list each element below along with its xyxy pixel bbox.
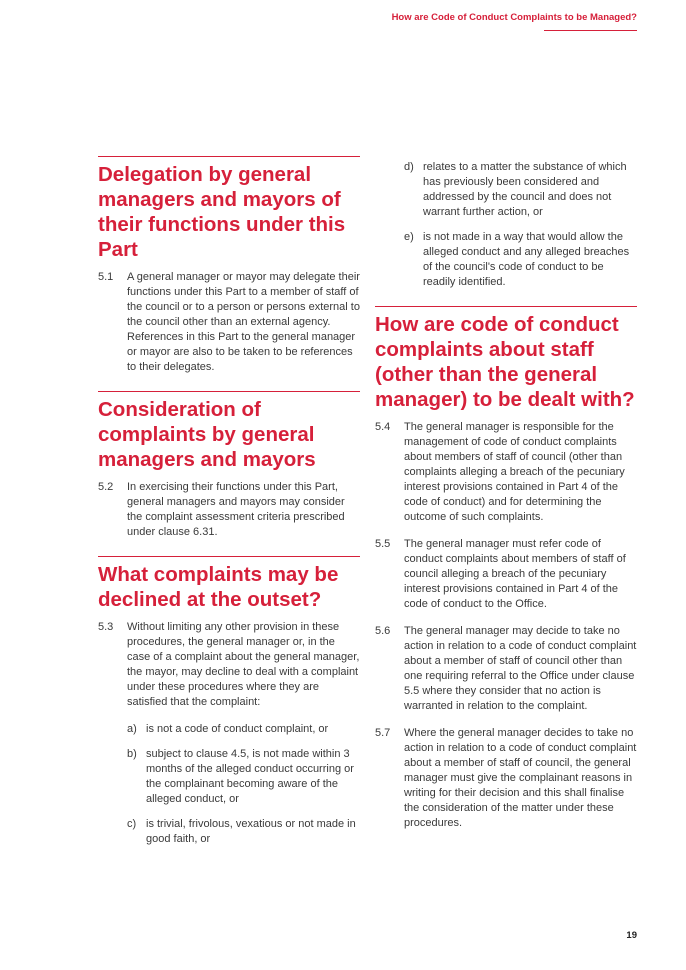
clause-text: The general manager may decide to take no action in relation to a code of conduct complaint about a member of staff of council other than one requiring referral to the Office under clause 5.5 where they consider that no action is warranted in relation to the complaint.: [404, 625, 637, 712]
clause-5-1: [98, 270, 360, 375]
clause-5-2: [98, 480, 360, 540]
section-heading-staff-complaints: How are code of conduct complaints about staff (other than the general manager) to be dealt with?: [375, 313, 635, 411]
clause-number: 5.1: [98, 271, 114, 283]
clause-text: In exercising their functions under this Part, general managers and mayors may consider the complaint assessment criteria prescribed under clause 6.31.: [127, 481, 345, 538]
list-letter: e): [404, 231, 414, 243]
clause-5-5: [375, 537, 637, 612]
clause-text: The general manager must refer code of conduct complaints about members of staff of council alleging a breach of the pecuniary interest provisions contained in Part 4 of the code of conduct to the Office.: [404, 538, 626, 610]
clause-number: 5.5: [375, 538, 391, 550]
list-letter: a): [127, 723, 137, 735]
clause-number: 5.4: [375, 421, 391, 433]
list-text: is trivial, frivolous, vexatious or not made in good faith, or: [146, 818, 356, 845]
page-number: 19: [626, 930, 637, 941]
clause-number: 5.6: [375, 625, 391, 637]
list-item-c: [98, 817, 360, 847]
list-item-b: [98, 747, 360, 807]
list-letter: b): [127, 748, 137, 760]
list-letter: d): [404, 161, 414, 173]
section-rule: [98, 391, 360, 392]
clause-5-7: [375, 726, 637, 831]
section-heading-consideration: Consideration of complaints by general managers and mayors: [98, 398, 316, 471]
clause-5-3: [98, 620, 360, 710]
list-text: subject to clause 4.5, is not made within 3 months of the alleged conduct occurring or the complainant becoming aware of the alleged conduct, or: [146, 748, 354, 805]
left-column: [98, 156, 360, 857]
clause-number: 5.2: [98, 481, 114, 493]
section-heading-delegation: Delegation by general managers and mayors of their functions under this Part: [98, 163, 346, 261]
clause-number: 5.7: [375, 727, 391, 739]
list-letter: c): [127, 818, 137, 830]
clause-5-4: [375, 420, 637, 525]
header-rule: [544, 30, 637, 31]
list-text: is not a code of conduct complaint, or: [146, 723, 329, 735]
list-item-d: [375, 160, 637, 220]
section-rule: [98, 556, 360, 557]
section-heading-declined: What complaints may be declined at the outset?: [98, 563, 339, 611]
clause-text: Where the general manager decides to take no action in relation to a code of conduct complaint about a member of staff of council, the general manager must give the complainant reasons in writing for their decision and this shall finalise the consideration of the matter under these procedures.: [404, 727, 637, 829]
list-text: relates to a matter the substance of which has previously been considered and addressed by the council and does not warrant further action, or: [423, 161, 627, 218]
right-column: [375, 160, 637, 843]
list-item-a: [98, 722, 360, 737]
clause-number: 5.3: [98, 621, 114, 633]
section-rule: [375, 306, 637, 307]
list-text: is not made in a way that would allow the alleged conduct and any alleged breaches of the council's code of conduct to be readily identified.: [423, 231, 630, 288]
clause-text: Without limiting any other provision in these procedures, the general manager or, in the case of a complaint about the general manager, the mayor, may decline to deal with a complaint under these procedures where they are satisfied that the complaint:: [127, 621, 360, 708]
clause-text: The general manager is responsible for the management of code of conduct complaints about members of staff of council (other than complaints alleging a breach of the pecuniary interest provisions contained in Part 4 of the code of conduct) and for determining the outcome of such complaints.: [404, 421, 625, 523]
clause-text: A general manager or mayor may delegate their functions under this Part to a member of staff of the council or to a person or persons external to the council other than an external agency. References in this Part to the general manager or mayor are also to be taken to be references to their delegates.: [127, 271, 360, 373]
clause-5-6: [375, 624, 637, 714]
section-rule: [98, 156, 360, 157]
running-header: How are Code of Conduct Complaints to be Managed?: [391, 12, 637, 23]
list-item-e: [375, 230, 637, 290]
